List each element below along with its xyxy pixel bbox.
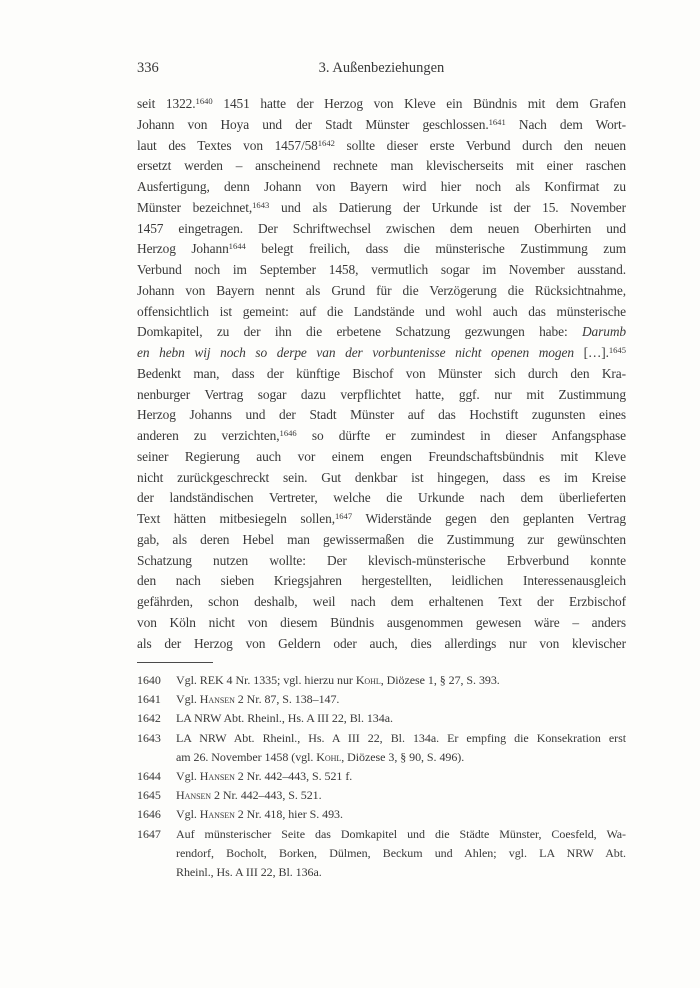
body-line [137,447,626,468]
footnote-reference: 1646 [279,428,297,439]
footnote-reference: 1641 [488,116,506,127]
text-segment: der landständischen Vertreter, welche die Urkunde nach dem überlieferten [137,490,626,506]
footnote-line [176,690,626,709]
body-line [137,94,626,115]
body-line [137,634,626,655]
text-segment: Hansen [199,807,235,822]
text-segment: Nach dem Wort- [505,116,626,132]
text-segment: LA NRW Abt. Rheinl., Hs. A III 22, Bl. 134a. [176,711,393,726]
text-segment: seiner Regierung auch vor einem engen Freundschaftsbündnis mit Kleve [137,448,626,464]
footnote-text [176,825,626,883]
text-segment: Münster bezeichnet, [137,199,253,215]
text-segment: Verbund noch im September 1458, vermutlich sogar im November ausstand. [137,262,626,277]
body-line [137,322,626,343]
footnote-reference: 1642 [317,137,335,148]
footnote-number: 1645 [137,788,161,803]
body-line [137,509,626,530]
text-segment: 1457 eingetragen. Der Schriftwechsel zwischen dem neuen Oberhirten und [137,220,626,236]
section-title: 3. Außenbeziehungen [318,60,445,76]
body-line [137,468,626,489]
text-segment: 2 Nr. 442–443, S. 521. [211,788,322,803]
body-line [137,156,626,177]
body-line [137,302,626,323]
text-segment: Bedenkt man, dass der künftige Bischof von Münster sich durch den Kra- [137,365,626,381]
text-segment: […]. [573,345,609,360]
footnote-line [176,767,626,786]
text-segment: sollte dieser erste Verbund durch den neuen [334,137,626,153]
text-segment: Vgl. [176,807,200,822]
text-segment: Ausfertigung, denn Johann von Bayern wird hier noch als Konfirmat zu [137,179,626,194]
text-segment: Johann von Bayern nennt als Grund für die Verzögerung die Rücksichtnahme, [137,282,626,298]
footnote-reference: 1640 [195,96,213,107]
footnote [137,805,626,824]
body-line [137,530,626,551]
text-segment: offensichtlich ist gemeint: auf die Landstände und wohl auch das münsterische [137,303,626,319]
text-segment: 2 Nr. 418, hier S. 493. [234,807,343,822]
footnote-line [176,671,626,690]
footnote-text [176,671,626,690]
text-segment: Hansen [176,788,212,803]
body-line [137,364,626,385]
text-segment: seit 1322. [137,96,196,111]
footnote-text [176,690,626,709]
text-segment: rendorf, Bocholt, Borken, Dülmen, Beckum und Ahlen; vgl. LA NRW Abt. [176,845,626,860]
text-segment: Domkapitel, zu der ihn die erbetene Schatzung gezwungen habe: [137,324,582,340]
footnote-number: 1643 [137,730,161,745]
footnote-reference: 1643 [252,199,270,210]
text-segment: laut des Textes von 1457/58 [137,137,318,153]
footnote-text [176,805,626,824]
body-line [137,198,626,219]
footnote [137,729,626,767]
text-segment: Schatzung nutzen wollte: Der klevisch-münsterische Erbverbund konnte [137,552,626,568]
footnote-number: 1647 [137,826,161,841]
text-segment: Kohl [355,673,381,687]
text-segment: so dürfte er zumindest in dieser Anfangsphase [296,428,626,443]
footnote-text [176,786,626,805]
body-line [137,405,626,426]
text-segment: Johann von Hoya und der Stadt Münster geschlossen. [137,116,489,132]
text-segment: Vgl. [176,768,200,783]
text-segment: ersetzt werden – anscheinend rechnete man klevischerseits mit einer raschen [137,158,626,174]
text-segment: Vgl. [176,692,200,707]
footnote-text [176,709,626,728]
footnote [137,767,626,786]
footnote [137,825,626,883]
body-line [137,551,626,572]
text-segment: Herzog Johann [137,241,229,257]
footnote-line [176,729,626,748]
footnote-number: 1640 [137,673,161,687]
footnote-line [176,748,626,767]
body-line [137,281,626,302]
footnotes-block [137,671,626,882]
footnote-line [176,863,626,882]
footnote-reference: 1647 [334,511,353,522]
text-segment: nicht zurückgeschreckt sein. Gut denkbar ist hingegen, dass es im Kreise [137,469,626,485]
body-line [137,260,626,281]
text-segment: gab, als deren Hebel man gewissermaßen die Zustimmung zur gewünschten [137,531,626,547]
text-segment: Vgl. REK 4 Nr. 1335; vgl. hierzu nur [176,673,356,687]
text-segment: Hansen [199,692,235,707]
footnote-number: 1644 [137,768,161,783]
text-segment: Text hätten mitbesiegeln sollen, [137,511,335,526]
body-line [137,613,626,634]
body-line [137,426,626,447]
text-segment: anderen zu verzichten, [137,428,280,443]
footnote [137,671,626,690]
footnote-separator [137,662,213,663]
text-segment: den nach sieben Kriegsjahren hergestellten, leidlichen Interessenausgleich [137,573,626,589]
text-segment: nenburger Vertrag sogar dazu verpflichtet hatte, ggf. nur mit Zustimmung [137,386,626,402]
text-segment: LA NRW Abt. Rheinl., Hs. A III 22, Bl. 134a. Er empfing die Konsekration erst [176,730,626,745]
text-segment: , Diözese 1, § 27, S. 393. [380,673,500,687]
text-segment: 1451 hatte der Herzog von Kleve ein Bündnis mit dem Grafen [212,96,626,111]
text-segment: Kohl [316,749,342,764]
text-segment: Darumb [581,324,626,340]
footnote-line [176,709,626,728]
body-line [137,136,626,157]
footnote-number: 1641 [137,692,161,707]
footnote-line [176,825,626,844]
text-segment: belegt freilich, dass die münsterische Zustimmung zum [245,241,626,257]
text-segment: und als Datierung der Urkunde ist der 15. November [269,199,626,215]
text-segment: von Köln nicht von diesem Bündnis ausgenommen gewesen wäre – anders [137,614,626,630]
text-segment: Widerstände gegen den geplanten Vertrag [352,511,626,526]
footnote-line [176,844,626,863]
body-text [137,94,626,654]
body-line [137,177,626,198]
body-line [137,343,626,364]
body-line [137,115,626,136]
text-segment: Rheinl., Hs. A III 22, Bl. 136a. [176,864,322,879]
text-segment: gefährden, schon deshalb, weil nach dem erhaltenen Text der Erzbischof [137,594,626,609]
body-line [137,571,626,592]
text-segment: Hansen [199,768,235,783]
page-number: 336 [137,60,159,76]
page-header [137,60,626,80]
text-segment: , Diözese 3, § 90, S. 496). [341,749,465,764]
footnote-text [176,767,626,786]
footnote-number: 1646 [137,807,161,822]
footnote [137,690,626,709]
text-segment: Auf münsterischer Seite das Domkapitel und die Städte Münster, Coesfeld, Wa- [176,826,626,841]
body-line [137,488,626,509]
footnote-reference: 1645 [608,345,626,356]
text-segment: en hebn wij noch so derpe van der vorbuntenisse nicht openen mogen [137,345,574,360]
text-segment: am 26. November 1458 (vgl. [176,749,317,764]
body-line [137,592,626,613]
text-segment: als der Herzog von Geldern oder auch, dies allerdings nur von klevischer [137,635,626,651]
text-segment: 2 Nr. 442–443, S. 521 f. [234,768,353,783]
body-line [137,239,626,260]
body-line [137,385,626,406]
body-line [137,219,626,240]
footnote-line [176,786,626,805]
footnote-line [176,805,626,824]
footnote-text [176,729,626,767]
footnote-number: 1642 [137,711,161,726]
footnote-reference: 1644 [228,241,246,252]
text-segment: 2 Nr. 87, S. 138–147. [234,692,340,707]
footnote [137,709,626,728]
footnote [137,786,626,805]
text-segment: Herzog Johanns und der Stadt Münster auf das Hochstift zugunsten eines [137,407,626,423]
